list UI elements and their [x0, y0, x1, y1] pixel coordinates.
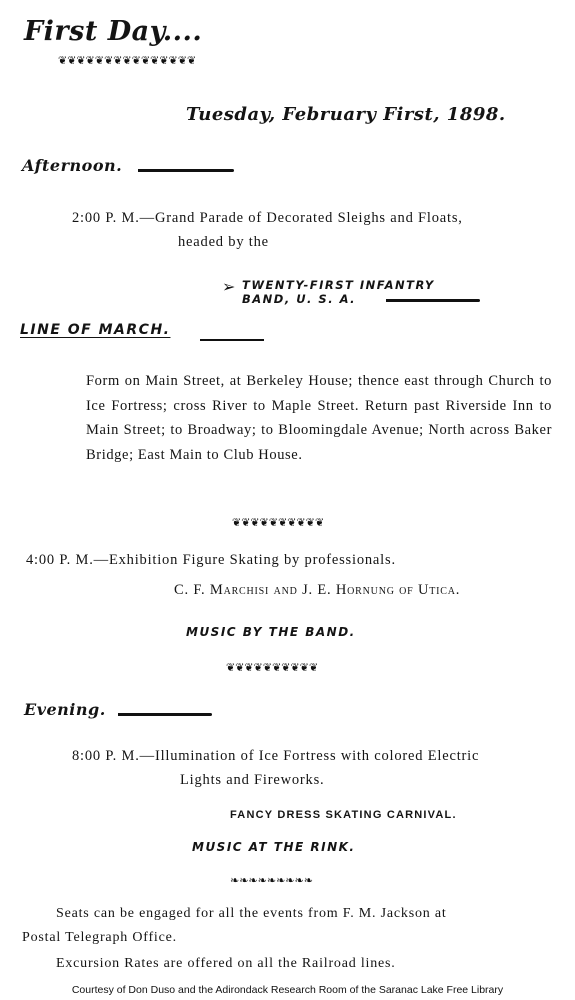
- skating-entry: [26, 552, 396, 569]
- line-of-march-heading: LINE OF MARCH.: [20, 322, 171, 338]
- music-at-rink: MUSIC AT THE RINK.: [192, 840, 356, 854]
- parade-entry: [72, 210, 463, 227]
- event-date: Tuesday, February First, 1898.: [186, 104, 506, 125]
- parade-description: —Grand Parade of Decorated Sleighs and Floats,: [139, 210, 463, 226]
- band-name-line2: BAND, U. S. A.: [242, 292, 357, 306]
- band-name-line1: TWENTY-FIRST INFANTRY: [242, 278, 435, 292]
- ornament-divider: ❦❦❦❦❦❦❦❦❦❦: [226, 661, 319, 674]
- band-rule: [386, 299, 480, 302]
- skating-performers: C. F. Marchisi and J. E. Hornung of Utica.: [174, 582, 461, 598]
- evening-heading: Evening.: [24, 700, 106, 719]
- skating-time: 4:00 P. M.: [26, 552, 94, 568]
- seats-info: Seats can be engaged for all the events from F. M. Jackson at: [56, 906, 447, 921]
- seats-info-cont: Postal Telegraph Office.: [22, 930, 177, 945]
- excursion-rates: Excursion Rates are offered on all the Railroad lines.: [56, 956, 396, 971]
- music-by-band: MUSIC BY THE BAND.: [186, 625, 356, 639]
- band-icon: ➢: [222, 279, 236, 296]
- route-description: Form on Main Street, at Berkeley House; thence east through Church to Ice Fortress; cross River to Maple Street. Return past Riverside Inn to Main Street; to Broadway; to Bloomingdale Avenue; North across Baker Bridge; East Main to Club House.: [86, 373, 552, 463]
- afternoon-rule: [138, 169, 234, 172]
- illumination-entry: [72, 748, 479, 765]
- parade-description-cont: headed by the: [178, 234, 269, 250]
- parade-time: 2:00 P. M.: [72, 210, 140, 226]
- page-title: First Day....: [24, 16, 203, 47]
- afternoon-heading: Afternoon.: [22, 156, 123, 175]
- evening-rule: [118, 713, 212, 716]
- fancy-dress-carnival: FANCY DRESS SKATING CARNIVAL.: [230, 809, 457, 821]
- illumination-description: —Illumination of Ice Fortress with colored Electric: [139, 748, 480, 764]
- ornament-divider: ❦❦❦❦❦❦❦❦❦❦❦❦❦❦❦: [58, 54, 197, 67]
- illumination-description-cont: Lights and Fireworks.: [180, 772, 325, 788]
- ornament-divider: ❦❦❦❦❦❦❦❦❦❦: [232, 516, 325, 529]
- ornament-divider: ❧❧❧❧❧❧❧❧❧: [230, 874, 313, 887]
- image-credit: Courtesy of Don Duso and the Adirondack Research Room of the Saranac Lake Free Library: [71, 984, 504, 996]
- skating-description: —Exhibition Figure Skating by professionals.: [93, 552, 396, 568]
- line-of-march-rule: [200, 339, 264, 341]
- illumination-time: 8:00 P. M.: [72, 748, 140, 764]
